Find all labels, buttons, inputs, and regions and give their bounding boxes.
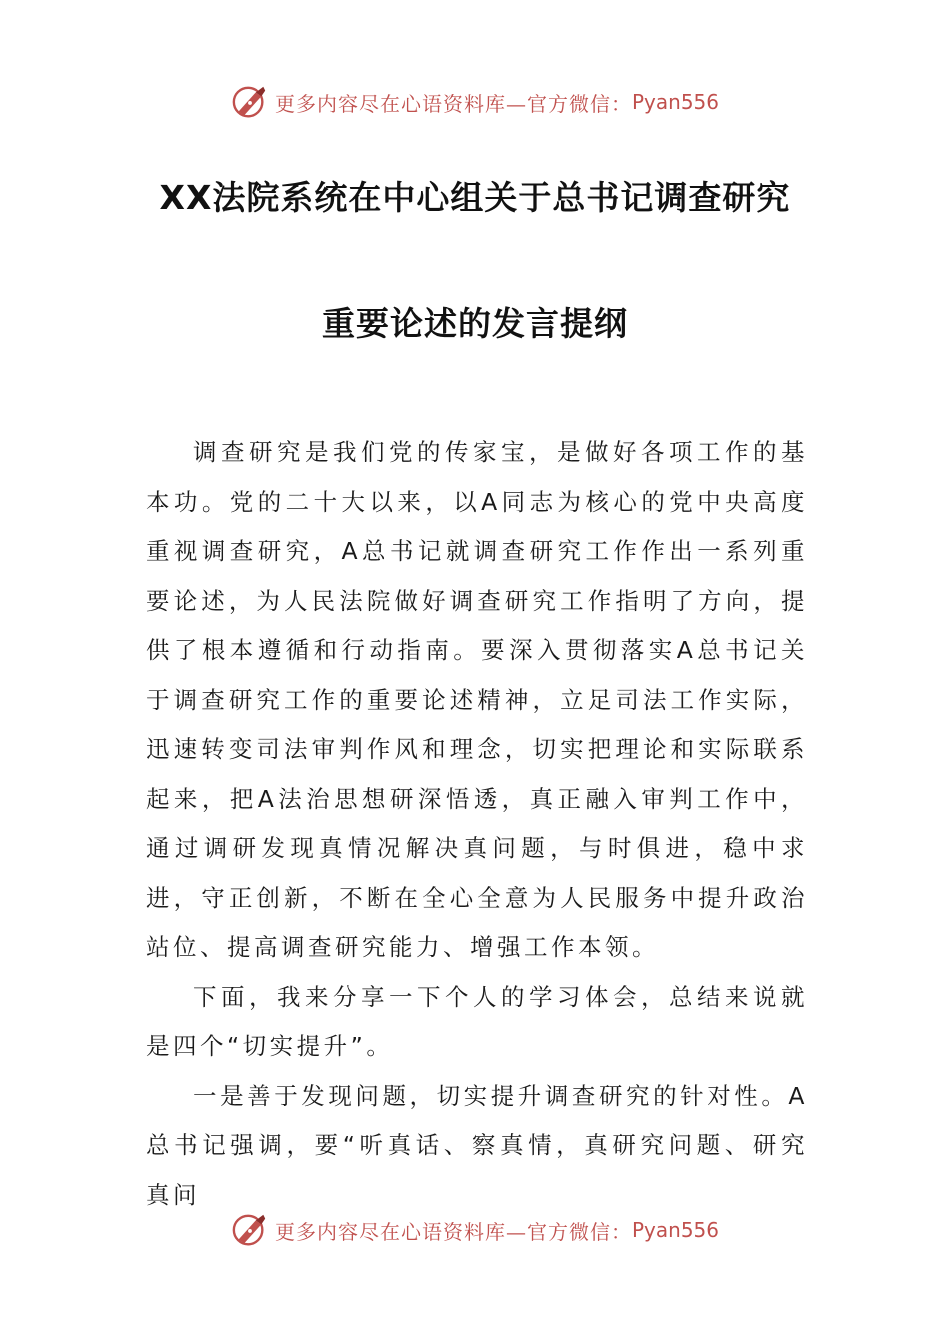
paragraph: 下面，我来分享一下个人的学习体会，总结来说就是四个“切实提升”。: [146, 982, 808, 1060]
pen-nib-logo-icon: [231, 1211, 269, 1249]
banner-text: 更多内容尽在心语资料库—官方微信：: [274, 91, 632, 116]
paragraph: 调查研究是我们党的传家宝，是做好各项工作的基本功。党的二十大以来，以A同志为核心的党中央高度重视调查研究，A总书记就调查研究工作作出一系列重要论述，为人民法院做好调查研究工作指明了方向，提供了根本遵循和行动指南。要深入贯彻落实A总书记关于调查研究工作的重要论述精神，立足司法工作实际，迅速转变司法审判作风和理念，切实把理论和实际联系起来，把A法治思想研深悟透，真正融入审判工作中，通过调研发现真情况解决真问题，与时俱进，稳中求进，守正创新，不断在全心全意为人民服务中提升政治站位、提高调查研究能力、增强工作本领。: [146, 438, 808, 961]
pen-nib-logo-icon: [231, 83, 269, 121]
header-banner: [0, 80, 950, 124]
footer-banner: [0, 1208, 950, 1252]
wechat-id: Pyan556: [631, 1218, 719, 1242]
document-body: [146, 428, 808, 1220]
paragraph: 一是善于发现问题，切实提升调查研究的针对性。A总书记强调，要“听真话、察真情，真研究问题、研究真问: [146, 1081, 808, 1209]
banner-text: 更多内容尽在心语资料库—官方微信：: [274, 1219, 632, 1244]
document-title-line-1: XX法院系统在中心组关于总书记调查研究: [159, 178, 791, 217]
document-title-line-2: 重要论述的发言提纲: [322, 304, 628, 343]
wechat-id: Pyan556: [631, 90, 719, 114]
